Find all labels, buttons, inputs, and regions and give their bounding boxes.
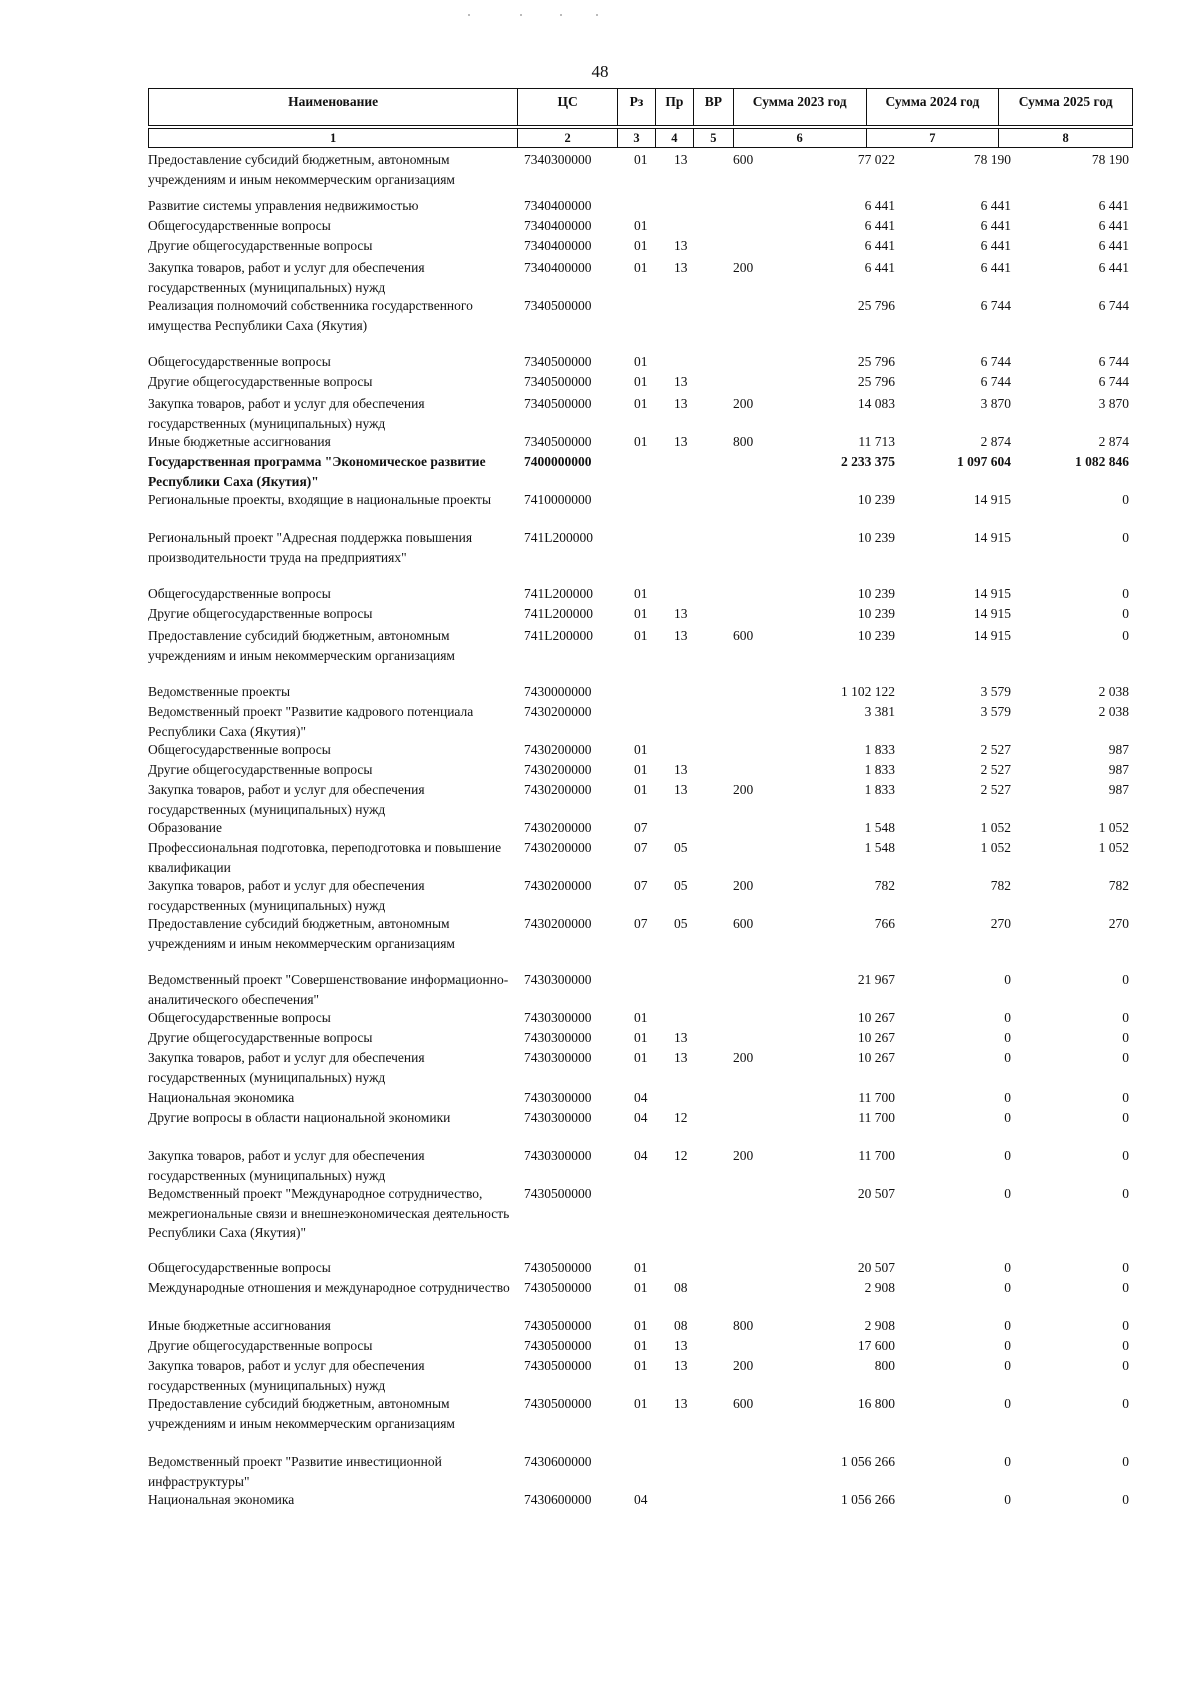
row-name: Профессиональная подготовка, переподготовка и повышение квалификации bbox=[148, 840, 502, 875]
row-rz-code: 07 bbox=[634, 820, 648, 835]
row-sum-2024: 14 915 bbox=[973, 530, 1011, 545]
row-sum-2023: 11 700 bbox=[858, 1110, 895, 1125]
row-cs-code: 7430200000 bbox=[524, 762, 592, 777]
row-sum-2025: 1 082 846 bbox=[1075, 454, 1129, 469]
row-sum-2023: 10 267 bbox=[857, 1030, 895, 1045]
col-header-cs: ЦС bbox=[518, 89, 618, 125]
row-sum-2023: 1 056 266 bbox=[841, 1492, 895, 1507]
row-pr-code: 13 bbox=[674, 628, 688, 643]
row-name: Общегосударственные вопросы bbox=[148, 1010, 331, 1025]
row-sum-2025: 1 052 bbox=[1098, 840, 1129, 855]
row-pr-code: 13 bbox=[674, 396, 688, 411]
row-name: Развитие системы управления недвижимостью bbox=[148, 198, 419, 213]
col-header-rz: Рз bbox=[618, 89, 656, 125]
row-name: Закупка товаров, работ и услуг для обеспечения государственных (муниципальных) нужд bbox=[148, 878, 425, 913]
row-rz-code: 01 bbox=[634, 238, 648, 253]
row-sum-2024: 14 915 bbox=[973, 606, 1011, 621]
row-sum-2025: 0 bbox=[1122, 1280, 1129, 1295]
row-rz-code: 01 bbox=[634, 354, 648, 369]
row-sum-2023: 10 239 bbox=[857, 628, 895, 643]
row-rz-code: 01 bbox=[634, 1030, 648, 1045]
row-name: Общегосударственные вопросы bbox=[148, 354, 331, 369]
row-sum-2023: 10 267 bbox=[857, 1010, 895, 1025]
row-name: Предоставление субсидий бюджетным, автономным учреждениям и иным некоммерческим организациям bbox=[148, 152, 455, 187]
row-sum-2025: 0 bbox=[1122, 1186, 1129, 1201]
row-rz-code: 01 bbox=[634, 260, 648, 275]
row-sum-2025: 6 441 bbox=[1098, 238, 1129, 253]
row-sum-2024: 78 190 bbox=[973, 152, 1011, 167]
row-sum-2025: 0 bbox=[1122, 1338, 1129, 1353]
row-sum-2024: 3 870 bbox=[980, 396, 1011, 411]
row-name: Ведомственный проект "Развитие инвестиционной инфраструктуры" bbox=[148, 1454, 442, 1489]
row-name: Другие общегосударственные вопросы bbox=[148, 762, 373, 777]
row-name: Закупка товаров, работ и услуг для обеспечения государственных (муниципальных) нужд bbox=[148, 396, 425, 431]
row-cs-code: 7430200000 bbox=[524, 782, 592, 797]
row-sum-2023: 10 239 bbox=[857, 606, 895, 621]
row-sum-2023: 2 233 375 bbox=[841, 454, 895, 469]
row-sum-2024: 2 527 bbox=[980, 742, 1011, 757]
row-sum-2025: 0 bbox=[1122, 530, 1129, 545]
page-number: 48 bbox=[591, 62, 609, 81]
row-sum-2023: 1 102 122 bbox=[841, 684, 895, 699]
row-sum-2023: 17 600 bbox=[857, 1338, 895, 1353]
row-sum-2024: 6 441 bbox=[980, 238, 1011, 253]
row-name: Другие общегосударственные вопросы bbox=[148, 1338, 373, 1353]
row-rz-code: 01 bbox=[634, 1338, 648, 1353]
row-sum-2025: 0 bbox=[1122, 1050, 1129, 1065]
row-sum-2024: 0 bbox=[1004, 1260, 1011, 1275]
row-sum-2023: 20 507 bbox=[857, 1260, 895, 1275]
row-sum-2024: 14 915 bbox=[973, 492, 1011, 507]
row-sum-2023: 1 833 bbox=[864, 742, 895, 757]
row-sum-2024: 14 915 bbox=[973, 628, 1011, 643]
row-sum-2025: 0 bbox=[1122, 1090, 1129, 1105]
header-numbers-row bbox=[148, 128, 1133, 148]
row-cs-code: 741L200000 bbox=[524, 586, 593, 601]
row-cs-code: 7430300000 bbox=[524, 1050, 592, 1065]
row-name: Национальная экономика bbox=[148, 1090, 295, 1105]
scan-speck bbox=[596, 14, 598, 16]
row-sum-2023: 10 239 bbox=[857, 530, 895, 545]
row-sum-2025: 6 744 bbox=[1098, 374, 1129, 389]
row-rz-code: 01 bbox=[634, 628, 648, 643]
row-rz-code: 01 bbox=[634, 1358, 648, 1373]
row-rz-code: 01 bbox=[634, 374, 648, 389]
row-name: Предоставление субсидий бюджетным, автономным учреждениям и иным некоммерческим организациям bbox=[148, 916, 455, 951]
row-sum-2024: 3 579 bbox=[980, 684, 1011, 699]
row-pr-code: 13 bbox=[674, 782, 688, 797]
row-sum-2025: 0 bbox=[1122, 1454, 1129, 1469]
row-sum-2025: 2 038 bbox=[1098, 684, 1129, 699]
row-sum-2025: 0 bbox=[1122, 972, 1129, 987]
row-sum-2023: 14 083 bbox=[857, 396, 895, 411]
row-sum-2023: 1 833 bbox=[864, 782, 895, 797]
row-name: Другие общегосударственные вопросы bbox=[148, 606, 373, 621]
row-cs-code: 7400000000 bbox=[524, 454, 592, 469]
row-pr-code: 05 bbox=[674, 840, 688, 855]
row-cs-code: 7430200000 bbox=[524, 820, 592, 835]
row-sum-2024: 0 bbox=[1004, 1148, 1011, 1163]
row-cs-code: 7430200000 bbox=[524, 704, 592, 719]
scan-speck bbox=[560, 14, 562, 16]
row-sum-2025: 6 744 bbox=[1098, 354, 1129, 369]
row-sum-2025: 6 744 bbox=[1098, 298, 1129, 313]
row-cs-code: 7430500000 bbox=[524, 1260, 592, 1275]
row-cs-code: 7340400000 bbox=[524, 238, 592, 253]
row-sum-2023: 1 548 bbox=[864, 840, 895, 855]
col-header-sum-2023: Сумма 2023 год bbox=[734, 89, 867, 125]
row-name: Предоставление субсидий бюджетным, автономным учреждениям и иным некоммерческим организациям bbox=[148, 628, 455, 663]
row-rz-code: 07 bbox=[634, 840, 648, 855]
row-sum-2025: 0 bbox=[1122, 1318, 1129, 1333]
row-sum-2024: 6 744 bbox=[980, 374, 1011, 389]
row-name: Международные отношения и международное сотрудничество bbox=[148, 1280, 510, 1295]
row-name: Национальная экономика bbox=[148, 1492, 295, 1507]
row-sum-2024: 0 bbox=[1004, 1492, 1011, 1507]
row-pr-code: 13 bbox=[674, 1338, 688, 1353]
row-sum-2025: 0 bbox=[1122, 1148, 1129, 1163]
row-pr-code: 13 bbox=[674, 260, 688, 275]
row-sum-2023: 6 441 bbox=[864, 260, 895, 275]
row-rz-code: 01 bbox=[634, 218, 648, 233]
row-vr-code: 600 bbox=[733, 916, 754, 931]
row-sum-2023: 782 bbox=[874, 878, 895, 893]
header-names-row bbox=[148, 88, 1133, 126]
row-sum-2023: 2 908 bbox=[864, 1318, 895, 1333]
row-pr-code: 05 bbox=[674, 916, 688, 931]
col-number-2: 2 bbox=[518, 129, 618, 147]
row-pr-code: 12 bbox=[674, 1148, 688, 1163]
row-vr-code: 200 bbox=[733, 1050, 754, 1065]
row-name: Другие общегосударственные вопросы bbox=[148, 238, 373, 253]
row-sum-2023: 20 507 bbox=[857, 1186, 895, 1201]
row-sum-2024: 0 bbox=[1004, 972, 1011, 987]
row-rz-code: 01 bbox=[634, 434, 648, 449]
row-cs-code: 7430300000 bbox=[524, 1010, 592, 1025]
row-cs-code: 7430500000 bbox=[524, 1338, 592, 1353]
row-sum-2023: 77 022 bbox=[857, 152, 895, 167]
row-rz-code: 01 bbox=[634, 1010, 648, 1025]
table-header bbox=[148, 88, 1133, 148]
row-cs-code: 7430000000 bbox=[524, 684, 592, 699]
row-sum-2023: 1 548 bbox=[864, 820, 895, 835]
row-name: Ведомственный проект "Развитие кадрового потенциала Республики Саха (Якутия)" bbox=[148, 704, 474, 739]
row-sum-2024: 270 bbox=[990, 916, 1011, 931]
row-sum-2023: 800 bbox=[874, 1358, 895, 1373]
row-name: Общегосударственные вопросы bbox=[148, 218, 331, 233]
row-rz-code: 01 bbox=[634, 742, 648, 757]
row-cs-code: 7430300000 bbox=[524, 1030, 592, 1045]
row-rz-code: 04 bbox=[634, 1148, 648, 1163]
row-pr-code: 13 bbox=[674, 1030, 688, 1045]
row-name: Другие общегосударственные вопросы bbox=[148, 374, 373, 389]
row-sum-2024: 0 bbox=[1004, 1318, 1011, 1333]
row-cs-code: 741L200000 bbox=[524, 606, 593, 621]
row-sum-2024: 0 bbox=[1004, 1358, 1011, 1373]
row-name: Иные бюджетные ассигнования bbox=[148, 434, 331, 449]
row-sum-2025: 0 bbox=[1122, 628, 1129, 643]
row-pr-code: 08 bbox=[674, 1280, 688, 1295]
row-vr-code: 800 bbox=[733, 1318, 754, 1333]
row-cs-code: 7430600000 bbox=[524, 1492, 592, 1507]
row-cs-code: 7410000000 bbox=[524, 492, 592, 507]
row-pr-code: 13 bbox=[674, 1050, 688, 1065]
scan-speck bbox=[520, 14, 522, 16]
row-sum-2024: 0 bbox=[1004, 1338, 1011, 1353]
row-sum-2024: 2 527 bbox=[980, 782, 1011, 797]
row-cs-code: 7430500000 bbox=[524, 1186, 592, 1201]
row-sum-2024: 6 441 bbox=[980, 218, 1011, 233]
col-header-pr: Пр bbox=[656, 89, 694, 125]
row-sum-2023: 25 796 bbox=[857, 354, 895, 369]
row-sum-2023: 16 800 bbox=[857, 1396, 895, 1411]
row-cs-code: 7430600000 bbox=[524, 1454, 592, 1469]
row-pr-code: 13 bbox=[674, 606, 688, 621]
row-rz-code: 01 bbox=[634, 396, 648, 411]
row-sum-2023: 25 796 bbox=[857, 374, 895, 389]
row-rz-code: 01 bbox=[634, 1260, 648, 1275]
row-vr-code: 600 bbox=[733, 152, 754, 167]
row-name: Другие вопросы в области национальной экономики bbox=[148, 1110, 451, 1125]
row-cs-code: 7430500000 bbox=[524, 1396, 592, 1411]
row-vr-code: 200 bbox=[733, 260, 754, 275]
row-sum-2023: 2 908 bbox=[864, 1280, 895, 1295]
row-rz-code: 04 bbox=[634, 1110, 648, 1125]
row-sum-2024: 2 527 bbox=[980, 762, 1011, 777]
row-sum-2024: 0 bbox=[1004, 1186, 1011, 1201]
row-sum-2025: 3 870 bbox=[1098, 396, 1129, 411]
row-rz-code: 07 bbox=[634, 916, 648, 931]
row-pr-code: 13 bbox=[674, 1358, 688, 1373]
row-rz-code: 04 bbox=[634, 1492, 648, 1507]
row-sum-2025: 2 038 bbox=[1098, 704, 1129, 719]
row-cs-code: 7430300000 bbox=[524, 1148, 592, 1163]
row-sum-2025: 6 441 bbox=[1098, 218, 1129, 233]
row-cs-code: 7340500000 bbox=[524, 354, 592, 369]
row-name: Государственная программа "Экономическое развитие Республики Саха (Якутия)" bbox=[148, 454, 486, 489]
row-vr-code: 200 bbox=[733, 878, 754, 893]
row-sum-2024: 0 bbox=[1004, 1090, 1011, 1105]
row-sum-2025: 78 190 bbox=[1091, 152, 1129, 167]
row-name: Предоставление субсидий бюджетным, автономным учреждениям и иным некоммерческим организациям bbox=[148, 1396, 455, 1431]
col-header-sum-2025: Сумма 2025 год bbox=[1018, 94, 1113, 109]
row-rz-code: 01 bbox=[634, 606, 648, 621]
row-sum-2023: 6 441 bbox=[864, 238, 895, 253]
row-pr-code: 13 bbox=[674, 434, 688, 449]
row-pr-code: 13 bbox=[674, 762, 688, 777]
row-vr-code: 200 bbox=[733, 396, 754, 411]
row-sum-2024: 1 052 bbox=[980, 840, 1011, 855]
row-cs-code: 7340500000 bbox=[524, 396, 592, 411]
row-sum-2023: 1 056 266 bbox=[841, 1454, 895, 1469]
row-name: Образование bbox=[148, 820, 222, 835]
row-sum-2024: 14 915 bbox=[973, 586, 1011, 601]
row-sum-2025: 0 bbox=[1122, 1010, 1129, 1025]
row-cs-code: 7340500000 bbox=[524, 374, 592, 389]
row-rz-code: 01 bbox=[634, 1318, 648, 1333]
col-number-6: 6 bbox=[734, 129, 867, 147]
row-pr-code: 13 bbox=[674, 152, 688, 167]
row-sum-2024: 0 bbox=[1004, 1280, 1011, 1295]
row-pr-code: 12 bbox=[674, 1110, 688, 1125]
col-number-3: 3 bbox=[618, 129, 656, 147]
row-sum-2023: 11 713 bbox=[858, 434, 895, 449]
row-cs-code: 7340500000 bbox=[524, 298, 592, 313]
col-number-1: 1 bbox=[149, 129, 518, 147]
row-sum-2024: 1 052 bbox=[980, 820, 1011, 835]
row-sum-2024: 6 744 bbox=[980, 354, 1011, 369]
row-name: Общегосударственные вопросы bbox=[148, 1260, 331, 1275]
row-pr-code: 13 bbox=[674, 1396, 688, 1411]
row-cs-code: 7340400000 bbox=[524, 198, 592, 213]
row-sum-2024: 782 bbox=[990, 878, 1011, 893]
row-cs-code: 7340300000 bbox=[524, 152, 592, 167]
row-name: Региональный проект "Адресная поддержка повышения производительности труда на предприятиях" bbox=[148, 530, 473, 565]
col-number-7: 7 bbox=[867, 129, 1000, 147]
row-name: Региональные проекты, входящие в национальные проекты bbox=[148, 492, 492, 507]
row-rz-code: 07 bbox=[634, 878, 648, 893]
row-sum-2025: 0 bbox=[1122, 586, 1129, 601]
row-sum-2023: 10 267 bbox=[857, 1050, 895, 1065]
row-sum-2024: 3 579 bbox=[980, 704, 1011, 719]
row-sum-2025: 6 441 bbox=[1098, 198, 1129, 213]
row-sum-2024: 0 bbox=[1004, 1396, 1011, 1411]
row-pr-code: 05 bbox=[674, 878, 688, 893]
row-sum-2023: 6 441 bbox=[864, 198, 895, 213]
row-sum-2023: 10 239 bbox=[857, 586, 895, 601]
row-cs-code: 7430200000 bbox=[524, 916, 592, 931]
row-vr-code: 600 bbox=[733, 628, 754, 643]
row-pr-code: 08 bbox=[674, 1318, 688, 1333]
row-pr-code: 13 bbox=[674, 238, 688, 253]
scan-speck bbox=[468, 14, 470, 16]
row-sum-2025: 0 bbox=[1122, 492, 1129, 507]
row-name: Реализация полномочий собственника государственного имущества Республики Саха (Якутия) bbox=[148, 298, 473, 333]
row-rz-code: 01 bbox=[634, 152, 648, 167]
row-sum-2024: 1 097 604 bbox=[957, 454, 1011, 469]
row-cs-code: 7340500000 bbox=[524, 434, 592, 449]
row-sum-2024: 0 bbox=[1004, 1454, 1011, 1469]
row-sum-2023: 25 796 bbox=[857, 298, 895, 313]
row-sum-2024: 0 bbox=[1004, 1110, 1011, 1125]
row-sum-2024: 0 bbox=[1004, 1010, 1011, 1025]
row-sum-2023: 21 967 bbox=[857, 972, 895, 987]
col-number-5: 5 bbox=[694, 129, 734, 147]
row-rz-code: 01 bbox=[634, 1280, 648, 1295]
row-sum-2025: 270 bbox=[1108, 916, 1129, 931]
row-name: Закупка товаров, работ и услуг для обеспечения государственных (муниципальных) нужд bbox=[148, 782, 425, 817]
row-sum-2025: 782 bbox=[1108, 878, 1129, 893]
row-sum-2025: 0 bbox=[1122, 1396, 1129, 1411]
row-vr-code: 800 bbox=[733, 434, 754, 449]
row-name: Ведомственный проект "Совершенствование информационно-аналитического обеспечения" bbox=[148, 972, 509, 1007]
row-cs-code: 7430300000 bbox=[524, 1110, 592, 1125]
row-vr-code: 200 bbox=[733, 1358, 754, 1373]
row-cs-code: 7430200000 bbox=[524, 840, 592, 855]
row-cs-code: 7430200000 bbox=[524, 742, 592, 757]
row-cs-code: 7430300000 bbox=[524, 1090, 592, 1105]
row-sum-2023: 766 bbox=[874, 916, 895, 931]
row-rz-code: 01 bbox=[634, 1050, 648, 1065]
row-name: Ведомственный проект "Международное сотрудничество, межрегиональные связи и внешнеэкономическая деятельность Республики Саха (Якутия)" bbox=[148, 1186, 510, 1240]
row-sum-2025: 0 bbox=[1122, 1110, 1129, 1125]
row-cs-code: 7430300000 bbox=[524, 972, 592, 987]
row-rz-code: 01 bbox=[634, 762, 648, 777]
row-rz-code: 04 bbox=[634, 1090, 648, 1105]
row-sum-2025: 0 bbox=[1122, 606, 1129, 621]
row-cs-code: 7430500000 bbox=[524, 1318, 592, 1333]
row-pr-code: 13 bbox=[674, 374, 688, 389]
row-sum-2025: 0 bbox=[1122, 1030, 1129, 1045]
row-cs-code: 741L200000 bbox=[524, 530, 593, 545]
row-rz-code: 01 bbox=[634, 782, 648, 797]
row-sum-2025: 0 bbox=[1122, 1358, 1129, 1373]
row-sum-2025: 1 052 bbox=[1098, 820, 1129, 835]
row-cs-code: 7340400000 bbox=[524, 218, 592, 233]
row-name: Закупка товаров, работ и услуг для обеспечения государственных (муниципальных) нужд bbox=[148, 1358, 425, 1393]
col-header-vr: ВР bbox=[694, 89, 734, 125]
row-cs-code: 7430500000 bbox=[524, 1280, 592, 1295]
row-name: Ведомственные проекты bbox=[148, 684, 291, 699]
row-sum-2025: 987 bbox=[1108, 762, 1129, 777]
row-sum-2025: 987 bbox=[1108, 782, 1129, 797]
row-cs-code: 7340400000 bbox=[524, 260, 592, 275]
row-sum-2024: 0 bbox=[1004, 1030, 1011, 1045]
row-name: Закупка товаров, работ и услуг для обеспечения государственных (муниципальных) нужд bbox=[148, 1050, 425, 1085]
row-sum-2025: 0 bbox=[1122, 1492, 1129, 1507]
row-name: Иные бюджетные ассигнования bbox=[148, 1318, 331, 1333]
row-sum-2023: 11 700 bbox=[858, 1090, 895, 1105]
row-sum-2024: 0 bbox=[1004, 1050, 1011, 1065]
row-vr-code: 600 bbox=[733, 1396, 754, 1411]
row-vr-code: 200 bbox=[733, 1148, 754, 1163]
row-sum-2025: 6 441 bbox=[1098, 260, 1129, 275]
row-name: Закупка товаров, работ и услуг для обеспечения государственных (муниципальных) нужд bbox=[148, 1148, 425, 1183]
row-sum-2025: 2 874 bbox=[1098, 434, 1129, 449]
row-cs-code: 7430500000 bbox=[524, 1358, 592, 1373]
row-cs-code: 7430200000 bbox=[524, 878, 592, 893]
row-sum-2023: 6 441 bbox=[864, 218, 895, 233]
col-number-4: 4 bbox=[656, 129, 694, 147]
col-number-8: 8 bbox=[1062, 131, 1069, 145]
row-cs-code: 741L200000 bbox=[524, 628, 593, 643]
row-sum-2025: 987 bbox=[1108, 742, 1129, 757]
row-sum-2023: 1 833 bbox=[864, 762, 895, 777]
col-header-name: Наименование bbox=[149, 89, 518, 125]
row-name: Другие общегосударственные вопросы bbox=[148, 1030, 373, 1045]
col-header-sum-2024: Сумма 2024 год bbox=[867, 89, 1000, 125]
row-name: Закупка товаров, работ и услуг для обеспечения государственных (муниципальных) нужд bbox=[148, 260, 425, 295]
row-name: Общегосударственные вопросы bbox=[148, 586, 331, 601]
row-sum-2024: 2 874 bbox=[980, 434, 1011, 449]
row-name: Общегосударственные вопросы bbox=[148, 742, 331, 757]
row-sum-2025: 0 bbox=[1122, 1260, 1129, 1275]
row-sum-2023: 11 700 bbox=[858, 1148, 895, 1163]
row-rz-code: 01 bbox=[634, 586, 648, 601]
row-sum-2024: 6 441 bbox=[980, 198, 1011, 213]
row-sum-2024: 6 744 bbox=[980, 298, 1011, 313]
row-vr-code: 200 bbox=[733, 782, 754, 797]
row-sum-2023: 10 239 bbox=[857, 492, 895, 507]
row-sum-2024: 6 441 bbox=[980, 260, 1011, 275]
row-sum-2023: 3 381 bbox=[864, 704, 895, 719]
row-rz-code: 01 bbox=[634, 1396, 648, 1411]
